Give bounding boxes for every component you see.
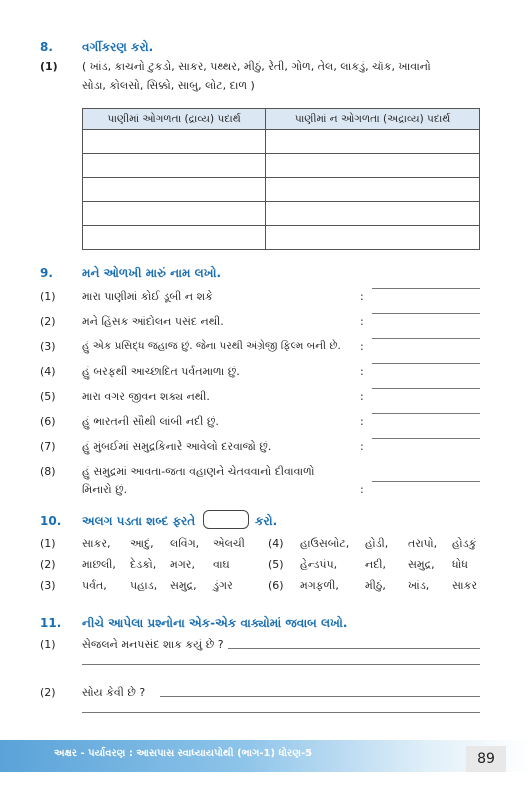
answer-line[interactable] — [82, 712, 480, 713]
q9-item-number: (4) — [40, 365, 56, 378]
q10-item-number: (4) — [268, 537, 284, 550]
table-row — [83, 178, 480, 202]
page-number: 89 — [466, 746, 506, 772]
q10-item-number: (6) — [268, 579, 284, 592]
q10-word[interactable]: એલચી — [213, 537, 245, 550]
q9-item-text: મને હિંસક આંદોલન પસંદ નથી. — [82, 315, 224, 328]
q10-number: 10. — [40, 514, 62, 528]
table-cell[interactable] — [266, 226, 480, 250]
table-cell[interactable] — [83, 154, 266, 178]
table-cell[interactable] — [83, 178, 266, 202]
q10-word[interactable]: પર્વત, — [82, 579, 107, 592]
q8-sub-number: (1) — [40, 60, 58, 73]
q10-word[interactable]: મગફળી, — [300, 579, 339, 592]
answer-colon: : — [360, 315, 364, 328]
q9-item-text: હું ભારતની સૌથી લાંબી નદી છું. — [82, 415, 219, 428]
q11-item-number: (2) — [40, 686, 56, 699]
q10-word[interactable]: સાકર — [452, 579, 478, 592]
table-cell[interactable] — [266, 178, 480, 202]
answer-line[interactable] — [372, 338, 480, 339]
q9-item-text-line2: મિનારો છું. — [82, 483, 128, 496]
q11-number: 11. — [40, 616, 62, 630]
q9-item-number: (6) — [40, 415, 56, 428]
table-row — [83, 226, 480, 250]
table-header-soluble: પાણીમાં ઓગળતા (દ્રાવ્ય) પદાર્થ — [83, 109, 266, 130]
q10-item-number: (1) — [40, 537, 56, 550]
q9-item-number: (7) — [40, 440, 56, 453]
q10-word[interactable]: તરાપો, — [408, 537, 438, 550]
table-cell[interactable] — [266, 202, 480, 226]
answer-line[interactable] — [372, 288, 480, 289]
q9-item-text: હું સમુદ્રમાં આવતા-જતા વહાણને ચેતવવાનો દીવાવાળો — [82, 465, 315, 478]
table-row — [83, 154, 480, 178]
answer-line[interactable] — [372, 388, 480, 389]
answer-colon: : — [360, 415, 364, 428]
q10-word[interactable]: આદું, — [130, 537, 154, 550]
q10-word[interactable]: હેન્ડપંપ, — [300, 558, 338, 571]
q11-item-text: સેજલને મનપસંદ શાક કયું છે ? — [82, 638, 224, 651]
answer-line[interactable] — [160, 696, 480, 697]
q10-word[interactable]: દેડકો, — [130, 558, 157, 571]
q9-item-number: (3) — [40, 340, 56, 353]
answer-line[interactable] — [82, 664, 480, 665]
q10-word[interactable]: ડુંગર — [213, 579, 233, 592]
q10-item-number: (2) — [40, 558, 56, 571]
q10-word[interactable]: હાઉસબોટ, — [300, 537, 350, 550]
table-header-insoluble: પાણીમાં ન ઓગળતા (અદ્રાવ્ય) પદાર્થ — [266, 109, 480, 130]
answer-line[interactable] — [372, 438, 480, 439]
q10-word[interactable]: મગર, — [170, 558, 195, 571]
answer-line[interactable] — [372, 481, 480, 482]
table-cell[interactable] — [83, 130, 266, 154]
q10-word[interactable]: લવિંગ, — [170, 537, 200, 550]
q9-item-text: મારા પાણીમાં કોઈ ડૂબી ન શકે — [82, 290, 213, 303]
q8-items-line2: સોડા, કોલસો, સિક્કો, સાબુ, લોટ, દાળ ) — [82, 79, 255, 92]
answer-colon: : — [360, 440, 364, 453]
answer-line[interactable] — [372, 413, 480, 414]
q9-item-text: હું બરફથી આચ્છાદિત પર્વતમાળા છું. — [82, 365, 240, 378]
q9-item-number: (2) — [40, 315, 56, 328]
table-row — [83, 130, 480, 154]
q9-item-number: (1) — [40, 290, 56, 303]
q11-item-text: સોય કેવી છે ? — [82, 686, 146, 699]
q10-title: અલગ પડતા શબ્દ ફરતે — [82, 514, 196, 528]
answer-line[interactable] — [372, 313, 480, 314]
circle-symbol-box — [203, 510, 249, 529]
q11-item-number: (1) — [40, 638, 56, 651]
q10-word[interactable]: માછલી, — [82, 558, 116, 571]
answer-line[interactable] — [372, 363, 480, 364]
answer-colon: : — [360, 483, 364, 496]
answer-colon: : — [360, 365, 364, 378]
table-row — [83, 202, 480, 226]
q9-item-number: (8) — [40, 465, 56, 478]
table-cell[interactable] — [266, 154, 480, 178]
q9-item-number: (5) — [40, 390, 56, 403]
q10-word[interactable]: હોડકું — [452, 537, 477, 550]
q10-word[interactable]: ખાંડ, — [408, 579, 430, 592]
q9-item-text: મારા વગર જીવન શક્ય નથી. — [82, 390, 210, 403]
q10-word[interactable]: પહાડ, — [130, 579, 158, 592]
q11-title: નીચે આપેલા પ્રશ્નોના એક-એક વાક્યોમાં જવાબ લખો. — [82, 616, 348, 630]
q10-word[interactable]: સમુદ્ર, — [170, 579, 197, 592]
table-cell[interactable] — [266, 130, 480, 154]
answer-line[interactable] — [228, 648, 480, 649]
q10-word[interactable]: મીઠું, — [365, 579, 386, 592]
answer-colon: : — [360, 390, 364, 403]
q10-word[interactable]: નદી, — [365, 558, 386, 571]
answer-colon: : — [360, 340, 364, 353]
q10-word[interactable]: સમુદ્ર, — [408, 558, 435, 571]
q10-word[interactable]: સાકર, — [82, 537, 111, 550]
q8-title: વર્ગીકરણ કરો. — [82, 40, 154, 54]
q9-title: મને ઓળખી મારું નામ લખો. — [82, 266, 222, 280]
classification-table — [82, 108, 480, 250]
q9-item-text: હું એક પ્રસિદ્ધ જહાજ છું. જેના પરથી અંગ્રેજી ફિલ્મ બની છે. — [82, 340, 341, 352]
answer-colon: : — [360, 290, 364, 303]
q10-word[interactable]: હોડી, — [365, 537, 389, 550]
table-cell[interactable] — [83, 226, 266, 250]
q9-item-text: હું મુંબઈમાં સમુદ્રકિનારે આવેલો દરવાજો છું. — [82, 440, 272, 453]
q10-title-end: કરો. — [255, 514, 278, 528]
q10-item-number: (5) — [268, 558, 284, 571]
q10-item-number: (3) — [40, 579, 56, 592]
table-cell[interactable] — [83, 202, 266, 226]
footer-book-title: અક્ષર - પર્યાવરણ : આસપાસ સ્વાધ્યાયપોથી (ભાગ-1) ધોરણ-5 — [54, 748, 313, 759]
q8-items-line1: ( ખાંડ, કાચનો ટુકડો, સાકર, પથ્થર, મીઠું, રેતી, ગોળ, તેલ, લાકડું, ચૉક, ખાવાનો — [82, 60, 431, 73]
q10-word[interactable]: ધોધ — [452, 558, 468, 571]
q8-number: 8. — [40, 40, 53, 54]
q9-number: 9. — [40, 266, 53, 280]
q10-word[interactable]: વાઘ — [213, 558, 230, 571]
